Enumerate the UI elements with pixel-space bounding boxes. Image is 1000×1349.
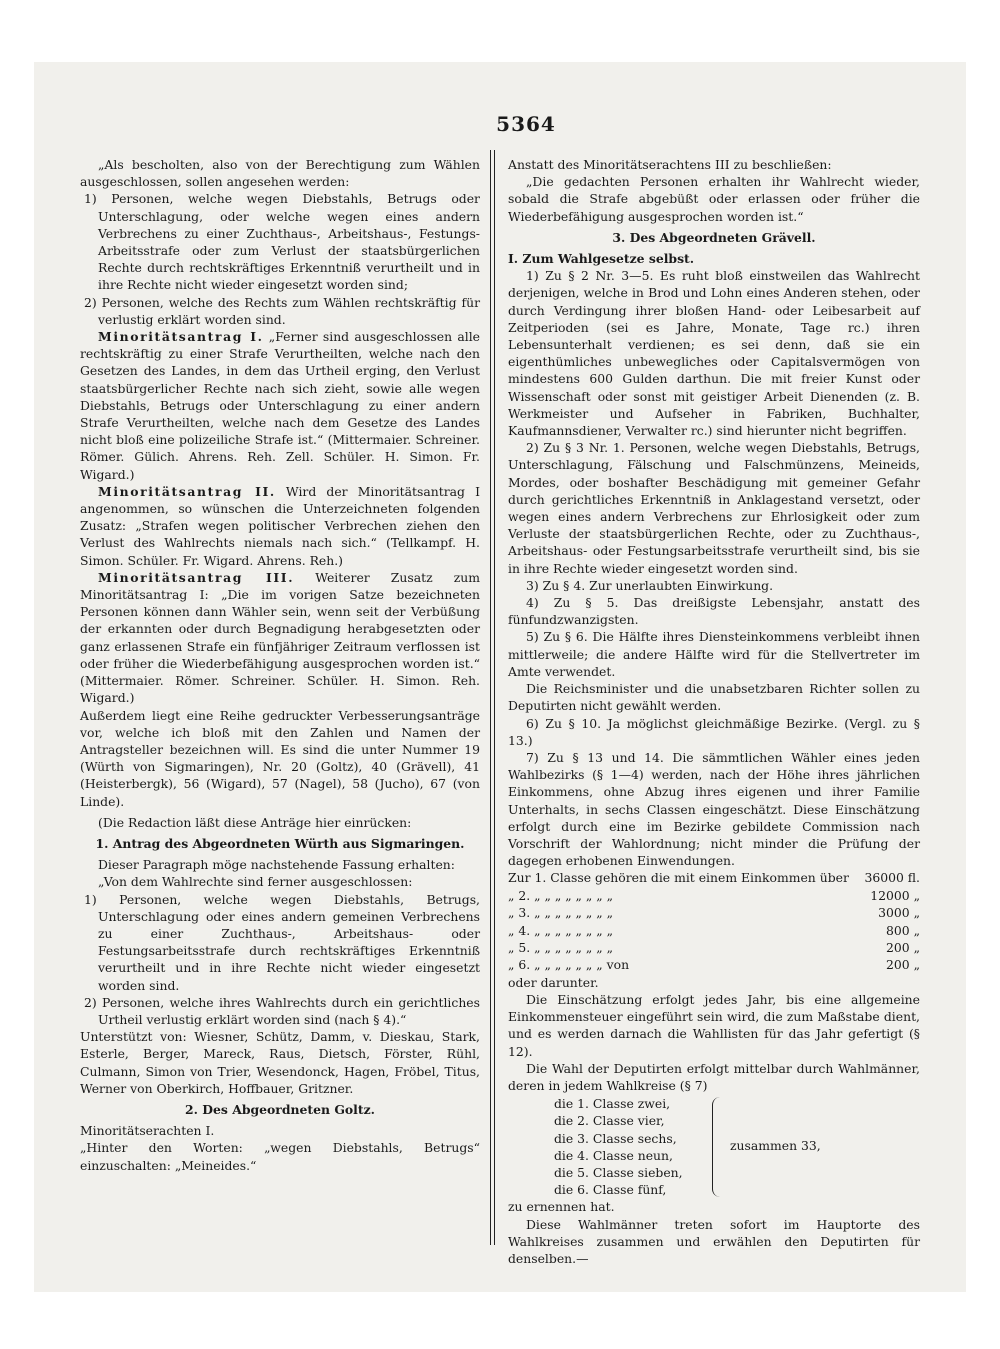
table-cell: 3000 „ [878, 905, 920, 921]
table-row [508, 922, 920, 939]
motion-label: Minoritätsantrag II. [98, 483, 276, 499]
paragraph: oder darunter. [508, 974, 599, 990]
motion-text: Weiterer Zusatz zum Minoritätsantrag I: „Die im vorigen Satze bezeichneten Personen können dann Wähler sein, wenn seit der Verbüßung der erkannten oder durch Begnadigung herabgesetzten oder ganz erlassenen Strafe ein fünfjähriger Zeitraum verflossen ist oder früher die Wiederbefähigung ausgesprochen worden ist.“ (Mittermaier. Römer. Schreiner. Schüler. H. Simon. Reh. Wigard.) [80, 569, 480, 706]
motion-text: „Ferner sind ausgeschlossen alle rechtskräftig zu einer Strafe Verurtheilten, welche nach den Gesetzen des Landes, in dem das Urtheil erging, den Verlust staatsbürgerlicher Rechte nach sich zieht, sowie alle wegen Diebstahls, Betrugs oder Unterschlagung zu einer andern Strafe Verurtheilten, welche nach dem Gesetze des Landes nicht bloß eine polizeiliche Strafe ist.“ (Mittermaier. Schreiner. Römer. Gülich. Ahrens. Reh. Zell. Schüler. H. Simon. Fr. Wigard.) [80, 329, 480, 482]
list-item: 2) Personen, welche des Rechts zum Wählen rechtskräftig für verlustig erklärt worden sind. [84, 294, 480, 327]
motion-text: Wird der Minoritätsantrag I angenommen, so wünschen die Unterzeichneten folgenden Zusatz: „Strafen wegen politischer Verbrechen ziehen den Verlust des Wahlrechts niemals nach sich.“ (Tellkampf. H. Simon. Schüler. Fr. Wigard. Ahrens. Reh.) [80, 483, 480, 568]
table-cell: 800 „ [885, 922, 920, 938]
paragraph: 5) Zu § 6. Die Hälfte ihres Diensteinkommens verbleibt ihnen mittlerweile; die andere Hälfte wird für die Stellvertreter im Amte verwendet. [508, 629, 920, 679]
paragraph: zu ernennen hat. [508, 1199, 615, 1215]
supporters: Unterstützt von: Wiesner, Schütz, Damm, v. Dieskau, Stark, Esterle, Berger, Mareck, Raus, Dietsch, Förster, Rühl, Culmann, Simon von Trier, Wesendonck, Hagen, Fröbel, Titus, Werner von Oberkirch, Hoffbauer, Gritzner. [80, 1029, 480, 1096]
electors-per-class [508, 1095, 920, 1198]
paragraph: Die Einschätzung erfolgt jedes Jahr, bis eine allgemeine Einkommensteuer eingeführt sein wird, die zum Maßstabe dient, und es werden darnach die Wahllisten für das Jahr gefertigt (§ 12). [508, 991, 920, 1059]
section-heading: 1. Antrag des Abgeordneten Würth aus Sigmaringen. [95, 835, 465, 851]
subsection-heading: I. Zum Wahlgesetze selbst. [508, 251, 695, 267]
paragraph: Die Reichsminister und die unabsetzbaren Richter sollen zu Deputirten nicht gewählt werden. [508, 681, 920, 714]
paragraph: 2) Zu § 3 Nr. 1. Personen, welche wegen Diebstahls, Betrugs, Unterschlagung, Fälschung und Falschmünzens, Meineids, Mordes, oder boshafter Beschädigung mit gemeiner Gefahr durch gerichtliches Erkenntniß in Anklagestand versetzt, oder wegen eines andern Verbrechens zur Ehrlosigkeit oder zum Verluste der staatsbürgerlichen Rechte, oder zu Zuchthaus-, Arbeitshaus- oder Festungsarbeitsstrafe verurtheilt sind, bis sie in ihre Rechte wieder eingesetzt worden sind. [508, 440, 920, 576]
minority-motion-3 [80, 569, 480, 707]
paragraph: Diese Wahlmänner treten sofort im Hauptorte des Wahlkreises zusammen und erwählen den Deputirten für denselben.— [508, 1216, 920, 1267]
list-item: die 1. Classe zwei, [554, 1096, 671, 1112]
electors-total: zusammen 33, [730, 1138, 821, 1154]
paragraph: 6) Zu § 10. Ja möglichst gleichmäßige Bezirke. (Vergl. zu § 13.) [508, 715, 920, 748]
table-cell: „ 2. „ „ „ „ „ „ „ „ [508, 887, 614, 903]
paragraph: „Als bescholten, also von der Berechtigung zum Wählen ausgeschlossen, sollen angesehen werden: [80, 157, 480, 190]
page-number: 5364 [496, 112, 556, 136]
table-cell: „ 6. „ „ „ „ „ „ „ von [508, 957, 630, 973]
table-cell: „ 5. „ „ „ „ „ „ „ „ [508, 939, 614, 955]
table-row [508, 939, 920, 956]
motion-label: Minoritätsantrag III. [98, 569, 295, 585]
table-row [508, 887, 920, 904]
list-item: 1) Personen, welche wegen Diebstahls, Betrugs, Unterschlagung oder eines andern gemeinen Verbrechens zu einer Zuchthaus-, Arbeitshaus- oder Festungsarbeitsstrafe durch rechtskräftiges Erkenntniß verurtheilt und in ihre Rechte nicht wieder eingesetzt worden sind. [84, 891, 480, 993]
paragraph: Dieser Paragraph möge nachstehende Fassung erhalten: [98, 857, 455, 873]
list-item: die 2. Classe vier, [554, 1113, 665, 1129]
income-classes-table [508, 869, 920, 973]
paragraph: „Hinter den Worten: „wegen Diebstahls, Betrugs“ einzuschalten: „Meineides.“ [80, 1140, 480, 1173]
paragraph: (Die Redaction läßt diese Anträge hier einrücken: [98, 814, 412, 830]
list-item: 1) Personen, welche wegen Diebstahls, Betrugs oder Unterschlagung, oder welche wegen eines andern Verbrechens zu einer Zuchthaus-, Arbeitshaus-, Festungs-Arbeitsstrafe oder zum Verlust der staatsbürgerlichen Rechte durch rechtskräftiges Erkenntniß verurtheilt und in ihre Rechte nicht wieder eingesetzt worden sind; [84, 191, 480, 293]
paragraph: 4) Zu § 5. Das dreißigste Lebensjahr, anstatt des fünfundzwanzigsten. [508, 595, 920, 628]
list-item: die 3. Classe sechs, [554, 1130, 677, 1146]
table-row [508, 904, 920, 921]
list-item: die 4. Classe neun, [554, 1147, 673, 1163]
paragraph: „Von dem Wahlrechte sind ferner ausgeschlossen: [98, 874, 413, 890]
paragraph: Anstatt des Minoritätserachtens III zu beschließen: [508, 157, 832, 172]
list-item: 2) Personen, welche ihres Wahlrechts durch ein gerichtliches Urtheil verlustig erklärt worden sind (nach § 4).“ [84, 994, 480, 1027]
paragraph: Außerdem liegt eine Reihe gedruckter Verbesserungsanträge vor, welche ich bloß mit den Zahlen und Namen der Antragsteller bezeichnen will. Es sind die unter Nummer 19 (Würth von Sigmaringen), Nr. 20 (Goltz), 40 (Grävell), 41 (Heisterbergk), 56 (Wigard), 57 (Nagel), 58 (Jucho), 67 (von Linde). [80, 707, 480, 809]
table-cell: 36000 fl. [864, 870, 920, 886]
paragraph: Minoritätserachten I. [80, 1123, 215, 1139]
table-cell: 200 „ [885, 957, 920, 973]
paragraph: 3) Zu § 4. Zur unerlaubten Einwirkung. [526, 577, 774, 593]
table-cell: „ 4. „ „ „ „ „ „ „ „ [508, 922, 614, 938]
paragraph: 7) Zu § 13 und 14. Die sämmtlichen Wähler eines jeden Wahlbezirks (§ 1—4) werden, nach der Höhe ihres jährlichen Einkommens, ohne Abzug ihres eigenen und ihrer Familie Unterhalts, in sechs Classen eingeschätzt. Diese Einschätzung erfolgt durch eine im Bezirke gebildete Commission nach Vorschrift der Wahlordnung; nicht minder die Prüfung der dagegen erhobenen Einwendungen. [508, 749, 920, 869]
minority-motion-2 [80, 483, 480, 569]
table-cell: 200 „ [885, 939, 920, 955]
table-cell: 12000 „ [870, 887, 920, 903]
motion-label: Minoritätsantrag I. [98, 329, 264, 345]
table-cell: „ 3. „ „ „ „ „ „ „ „ [508, 905, 614, 921]
left-column [80, 156, 480, 1174]
minority-motion-1 [80, 328, 480, 483]
table-row [508, 956, 920, 973]
list-item: die 6. Classe fünf, [554, 1182, 667, 1198]
section-heading: 2. Des Abgeordneten Goltz. [185, 1101, 375, 1117]
column-divider [490, 150, 495, 1245]
paragraph: 1) Zu § 2 Nr. 3—5. Es ruht bloß einstweilen das Wahlrecht derjenigen, welche in Brod und Lohn eines Anderen stehen, oder durch Verdingung ihrer bloßen Hand- oder Leibesarbeit auf Zeitperioden (sei es Jahre, Monate, Tage rc.) ihren Lebensunterhalt verdienen; es sei denn, daß sie ein eigenthümliches unbewegliches oder Capitalsvermögen von mindestens 600 Gulden darthun. Die mit freier Kunst oder Wissenschaft oder sonst mit geistiger Arbeit Dienenden (z. B. Werkmeister und Aufseher in Fabriken, Buchhalter, Kaufmannsdiener, Verwalter rc.) sind hierunter nicht begriffen. [508, 268, 920, 439]
list-item: die 5. Classe sieben, [554, 1165, 683, 1180]
table-cell: Zur 1. Classe gehören die mit einem Einkommen über [508, 870, 849, 886]
right-column [508, 156, 920, 1267]
brace [712, 1097, 723, 1197]
table-row [508, 869, 920, 886]
paragraph: „Die gedachten Personen erhalten ihr Wahlrecht wieder, sobald die Strafe abgebüßt oder erlassen oder früher die Wiederbefähigung ausgesprochen worden ist.“ [508, 174, 920, 224]
paragraph: Die Wahl der Deputirten erfolgt mittelbar durch Wahlmänner, deren in jedem Wahlkreise (§ 7) [508, 1060, 920, 1093]
section-heading: 3. Des Abgeordneten Grävell. [612, 229, 816, 245]
